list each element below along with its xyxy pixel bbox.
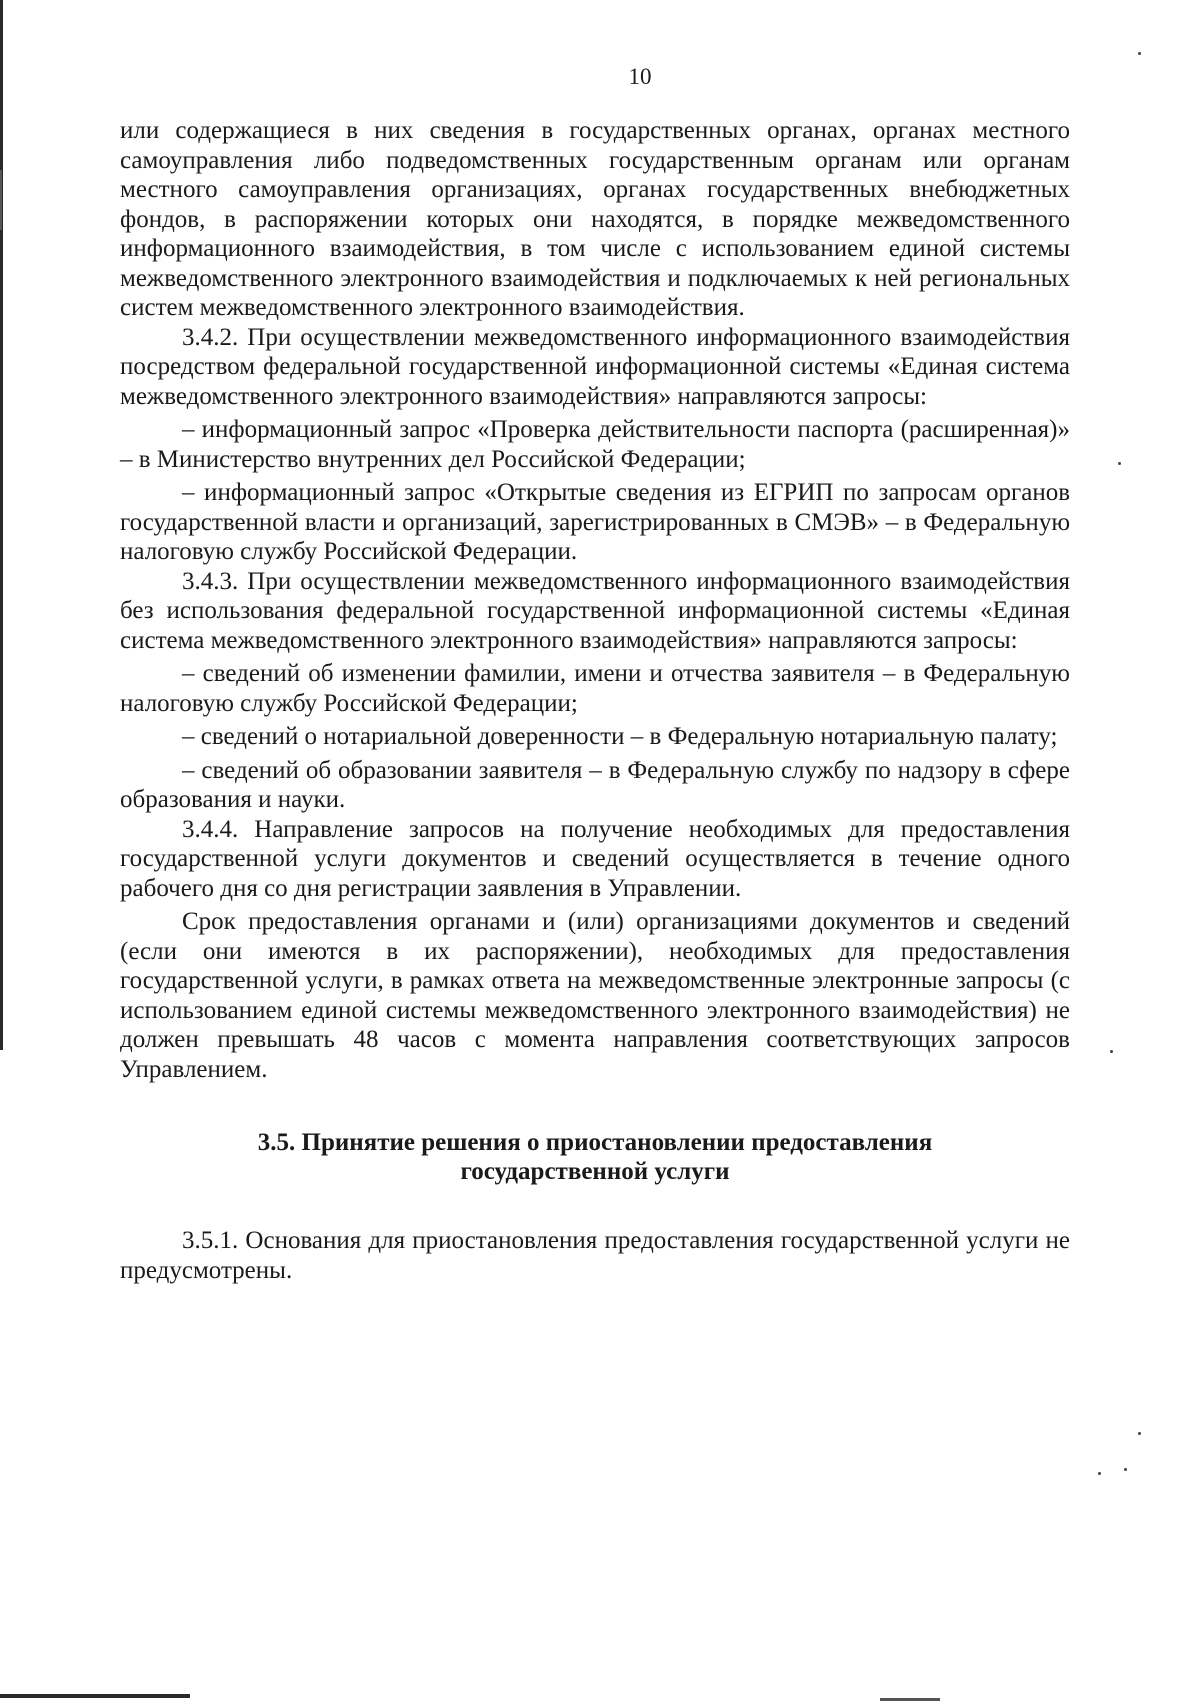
list-item: – сведений об образовании заявителя – в Федеральную службу по надзору в сфере образования и науки. bbox=[120, 756, 1070, 813]
paragraph-3-5-1: 3.5.1. Основания для приостановления предоставления государственной услуги не предусмотрены. bbox=[120, 1227, 1070, 1284]
list-item: – информационный запрос «Открытые сведения из ЕГРИП по запросам органов государственной власти и организаций, зарегистрированных в СМЭВ» – в Федеральную налоговую службу Российской Федерации. bbox=[120, 479, 1070, 565]
scan-speck bbox=[1110, 1050, 1113, 1053]
document-body bbox=[120, 116, 1070, 1285]
paragraph-continuation: или содержащиеся в них сведения в государственных органах, органах местного самоуправления либо подведомственных государственным органам или органам местного самоуправления организациях, органах государственных внебюджетных фондов, в распоряжении которых они находятся, в порядке межведомственного информационного взаимодействия, в том числе с использованием единой системы межведомственного электронного взаимодействия и подключаемых к ней региональных систем межведомственного электронного взаимодействия. bbox=[120, 117, 1070, 321]
scan-speck bbox=[1138, 52, 1141, 55]
scan-speck bbox=[1098, 1472, 1101, 1475]
paragraph-3-4-3: 3.4.3. При осуществлении межведомственного информационного взаимодействия без использования федеральной государственной информационной системы «Единая система межведомственного электронного взаимодействия» направляются запросы: bbox=[120, 567, 1070, 654]
scan-edge-mark bbox=[880, 1698, 940, 1701]
list-item: – сведений о нотариальной доверенности – в Федеральную нотариальную палату; bbox=[182, 723, 1058, 750]
scan-speck bbox=[1124, 1468, 1127, 1471]
paragraph-3-4-2: 3.4.2. При осуществлении межведомственного информационного взаимодействия посредством федеральной государственной информационной системы «Единая система межведомственного электронного взаимодействия» направляются запросы: bbox=[120, 323, 1070, 410]
page-number: 10 bbox=[628, 64, 652, 89]
list-item: – сведений об изменении фамилии, имени и отчества заявителя – в Федеральную налоговую службу Российской Федерации; bbox=[120, 660, 1070, 717]
paragraph-deadline: Срок предоставления органами и (или) организациями документов и сведений (если они имеются в их распоряжении), необходимых для предоставления государственной услуги, в рамках ответа на межведомственные электронные запросы (с использованием единой системы межведомственного электронного взаимодействия) не должен превышать 48 часов с момента направления соответствующих запросов Управлением. bbox=[120, 908, 1070, 1083]
paragraph-3-4-4: 3.4.4. Направление запросов на получение необходимых для предоставления государственной услуги документов и сведений осуществляется в течение одного рабочего дня со дня регистрации заявления в Управлении. bbox=[120, 815, 1070, 902]
section-heading-line: государственной услуги bbox=[460, 1158, 730, 1185]
section-heading-3-5 bbox=[120, 1128, 1070, 1186]
scan-edge-mark bbox=[0, 0, 3, 1050]
scan-speck bbox=[1118, 462, 1121, 465]
scan-speck bbox=[1138, 1432, 1141, 1435]
scan-edge-mark bbox=[0, 1694, 190, 1698]
scan-edge-mark bbox=[0, 170, 2, 230]
list-item: – информационный запрос «Проверка действительности паспорта (расширенная)» – в Министерство внутренних дел Российской Федерации; bbox=[120, 416, 1070, 473]
section-heading-line: 3.5. Принятие решения о приостановлении предоставления bbox=[257, 1129, 933, 1156]
